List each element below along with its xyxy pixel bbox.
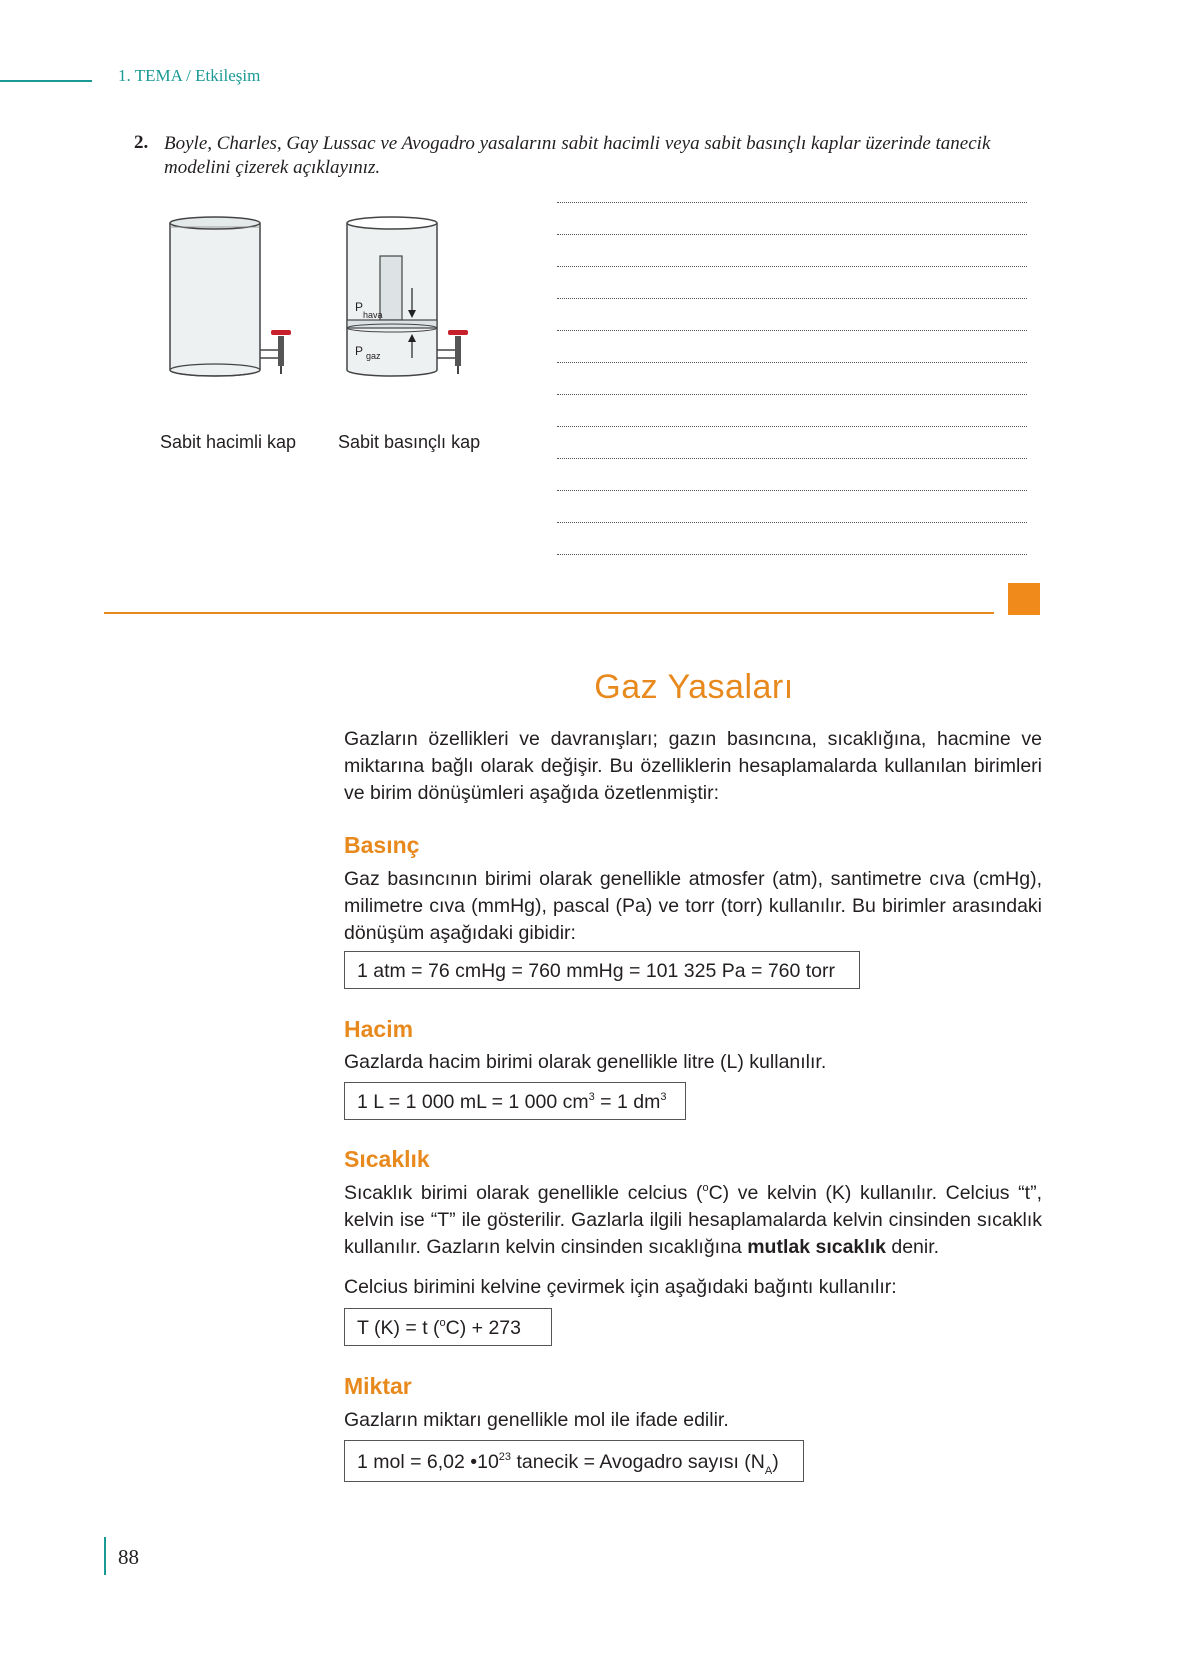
answer-line[interactable] [557, 426, 1027, 427]
p-hava-label: $P_{hava}$ [355, 300, 383, 320]
valve-icon [437, 330, 468, 374]
section-divider [104, 612, 994, 614]
heading-volume: Hacim [344, 1016, 414, 1042]
valve-icon [260, 330, 291, 374]
answer-line[interactable] [557, 234, 1027, 235]
section-title: Gaz Yasaları [594, 668, 794, 706]
temperature-formula-box: T (K) = t ($^o$C) + 273 [344, 1308, 552, 1346]
temperature-paragraph: Sıcaklık birimi olarak genellikle celcius ($^o$C) ve kelvin (K) kullanılır. Celcius “t”, kelvin ise “T” ile gösterilir. Gazlarla ilgili hesaplamalarda kelvin cinsinden sıcaklık kullanılır. Gazların kelvin cinsinden sıcaklığına mutlak sıcaklık denir. [344, 1182, 1042, 1258]
question-text: Boyle, Charles, Gay Lussac ve Avogadro yasalarını sabit hacimli veya sabit basınçlı kaplar üzerinde tanecik modelini çizerek açıklayınız. [164, 133, 991, 178]
chapter-header: 1. TEMA / Etkileşim [118, 66, 261, 85]
answer-line[interactable] [557, 266, 1027, 267]
caption-constant-pressure: Sabit basınçlı kap [338, 432, 481, 452]
temperature-conversion-text: Celcius birimini kelvine çevirmek için aşağıdaki bağıntı kullanılır: [344, 1276, 897, 1298]
amount-formula-box: 1 mol = 6,02 $•10^{23}$ tanecik = Avogadro sayısı $(N_A)$ [344, 1440, 804, 1482]
answer-line[interactable] [557, 394, 1027, 395]
question-number: 2. [134, 132, 149, 153]
answer-line[interactable] [557, 490, 1027, 491]
caption-constant-volume: Sabit hacimli kap [160, 432, 297, 452]
heading-temperature: Sıcaklık [344, 1146, 430, 1172]
page-number: 88 [118, 1545, 139, 1569]
pressure-formula-box: 1 atm = 76 cmHg = 760 mmHg = 101 325 Pa = 760 torr [344, 951, 860, 989]
header-rule [0, 80, 92, 82]
volume-paragraph: Gazlarda hacim birimi olarak genellikle litre (L) kullanılır. [344, 1051, 827, 1073]
p-gaz-label: P $_{gaz}$ [355, 344, 381, 361]
bold-term: mutlak sıcaklık [747, 1236, 886, 1258]
intro-paragraph: Gazların özellikleri ve davranışları; gazın basıncına, sıcaklığına, hacmine ve miktarına bağlı olarak değişir. Bu özelliklerin hesaplamalarda kullanılan birimleri ve birim dönüşümleri aşağıda özetlenmiştir: [344, 728, 1042, 804]
pressure-paragraph: Gaz basıncının birimi olarak genellikle atmosfer (atm), santimetre cıva (cmHg), milimetre cıva (mmHg), pascal (Pa) ve torr (torr) kullanılır. Bu birimler arasındaki dönüşüm aşağıdaki gibidir: [344, 868, 1042, 944]
answer-line[interactable] [557, 554, 1027, 555]
heading-amount: Miktar [344, 1373, 412, 1399]
answer-line[interactable] [557, 202, 1027, 203]
volume-formula-box: 1 L = 1 000 mL = 1 000 $cm^3 = 1$ $dm^3$ [344, 1082, 686, 1120]
footer-rule [104, 1537, 106, 1575]
heading-pressure: Basınç [344, 832, 420, 858]
amount-paragraph: Gazların miktarı genellikle mol ile ifade edilir. [344, 1409, 729, 1431]
answer-line[interactable] [557, 298, 1027, 299]
container-figure [150, 210, 490, 400]
constant-volume-container [170, 217, 260, 376]
answer-line[interactable] [557, 362, 1027, 363]
answer-line[interactable] [557, 330, 1027, 331]
section-marker [1008, 583, 1040, 615]
answer-line[interactable] [557, 458, 1027, 459]
answer-line[interactable] [557, 522, 1027, 523]
